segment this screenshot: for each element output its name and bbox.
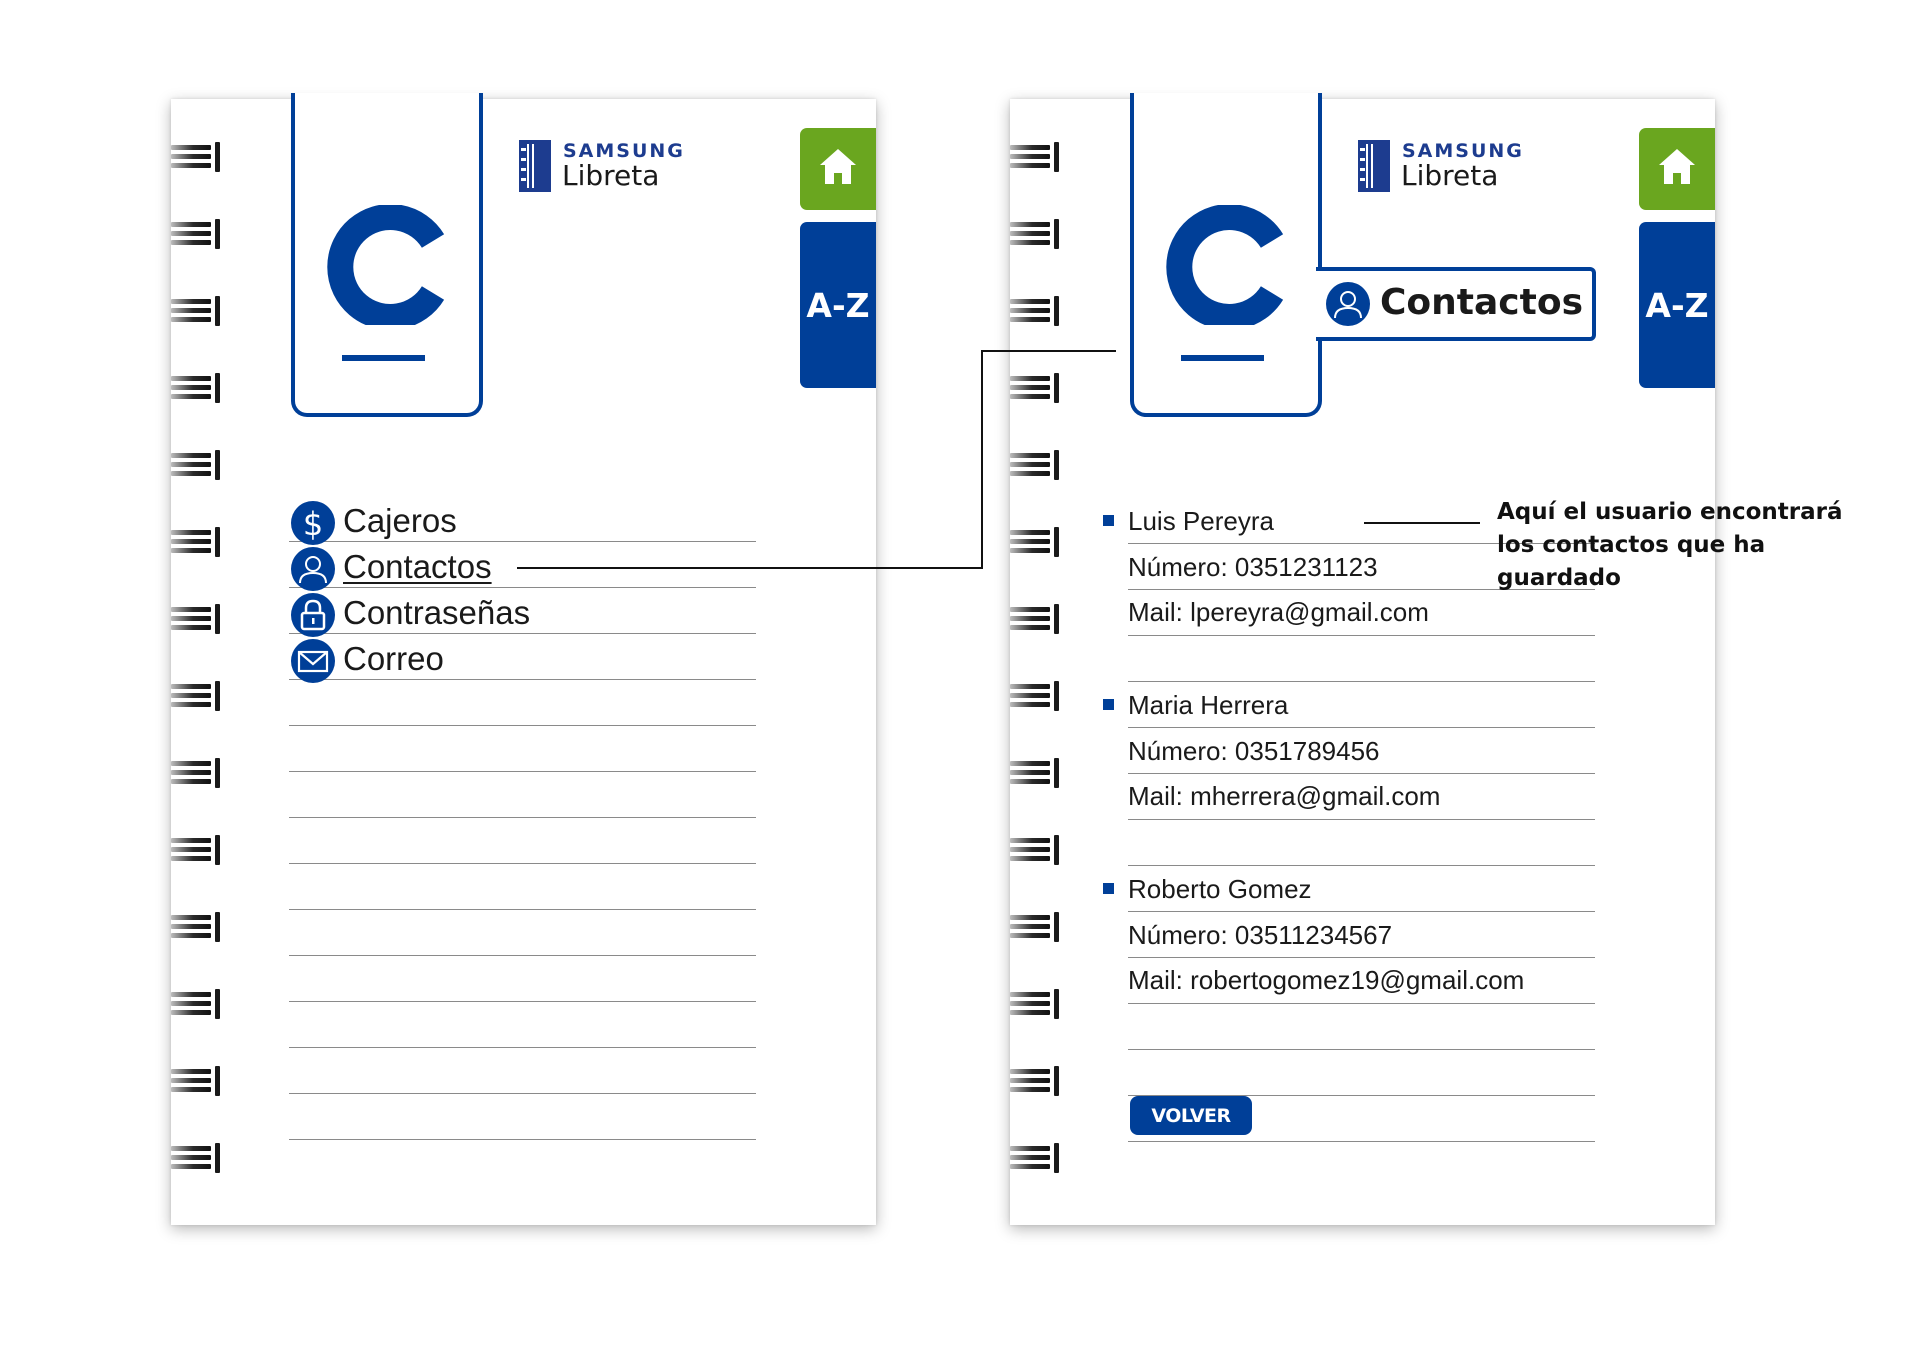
lock-icon [291,593,335,637]
menu-item-correo[interactable] [289,635,756,681]
user-icon [291,547,335,591]
menu-label: Contactos [343,548,492,585]
notebook-logo-icon [519,140,551,192]
contact-number: Número: 03511234567 [1128,920,1393,950]
contact-name: Maria Herrera [1128,690,1289,720]
bullet-icon [1103,515,1114,526]
bullet-icon [1103,883,1114,894]
letter-underline [1181,355,1264,361]
home-icon [818,144,858,188]
menu-label: Correo [343,640,444,677]
contact-entry[interactable] [1100,685,1600,869]
notebook-logo-icon [1358,140,1390,192]
volver-button[interactable]: VOLVER [1130,1096,1252,1135]
samsung-libreta-logo [519,140,689,192]
home-icon [1657,144,1697,188]
spiral-binding [171,142,223,1220]
home-tab[interactable] [1639,128,1715,210]
svg-text:$: $ [302,505,324,543]
letter-tab-card [291,93,483,417]
letter-c-icon [1160,205,1292,325]
brand-libreta: Libreta [1401,159,1499,192]
az-tab[interactable]: A-Z [1639,222,1715,388]
contact-mail: Mail: lpereyra@gmail.com [1128,597,1429,627]
spiral-binding [1010,142,1062,1220]
contacts-title: Contactos [1380,282,1583,323]
contact-mail: Mail: robertogomez19@gmail.com [1128,965,1525,995]
letter-tab-card [1130,93,1322,417]
contact-entry[interactable] [1100,869,1600,1053]
contact-name: Roberto Gomez [1128,874,1312,904]
bullet-icon [1103,699,1114,710]
index-page [171,99,876,1225]
home-tab[interactable] [800,128,876,210]
index-menu [289,497,756,681]
menu-label: Cajeros [343,502,457,539]
mail-icon [291,639,335,683]
menu-label: Contraseñas [343,594,531,631]
samsung-libreta-logo [1358,140,1528,192]
contact-number: Número: 0351789456 [1128,736,1380,766]
contact-mail: Mail: mherrera@gmail.com [1128,781,1441,811]
brand-samsung: SAMSUNG [1402,140,1524,162]
menu-item-cajeros[interactable] [289,497,756,543]
user-icon [1326,282,1370,326]
brand-libreta: Libreta [562,159,660,192]
az-tab[interactable]: A-Z [800,222,876,388]
contact-name: Luis Pereyra [1128,506,1274,536]
menu-item-contrasenas[interactable] [289,589,756,635]
letter-underline [342,355,425,361]
dollar-icon [291,501,335,545]
brand-samsung: SAMSUNG [563,140,685,162]
contacts-title-tab [1316,267,1596,341]
contacts-page [1010,99,1715,1225]
contact-number: Número: 0351231123 [1128,552,1378,582]
letter-c-icon [321,205,453,325]
menu-item-contactos[interactable] [289,543,756,589]
annotation-text: Aquí el usuario encontrará los contactos que ha guardado [1497,499,1843,591]
